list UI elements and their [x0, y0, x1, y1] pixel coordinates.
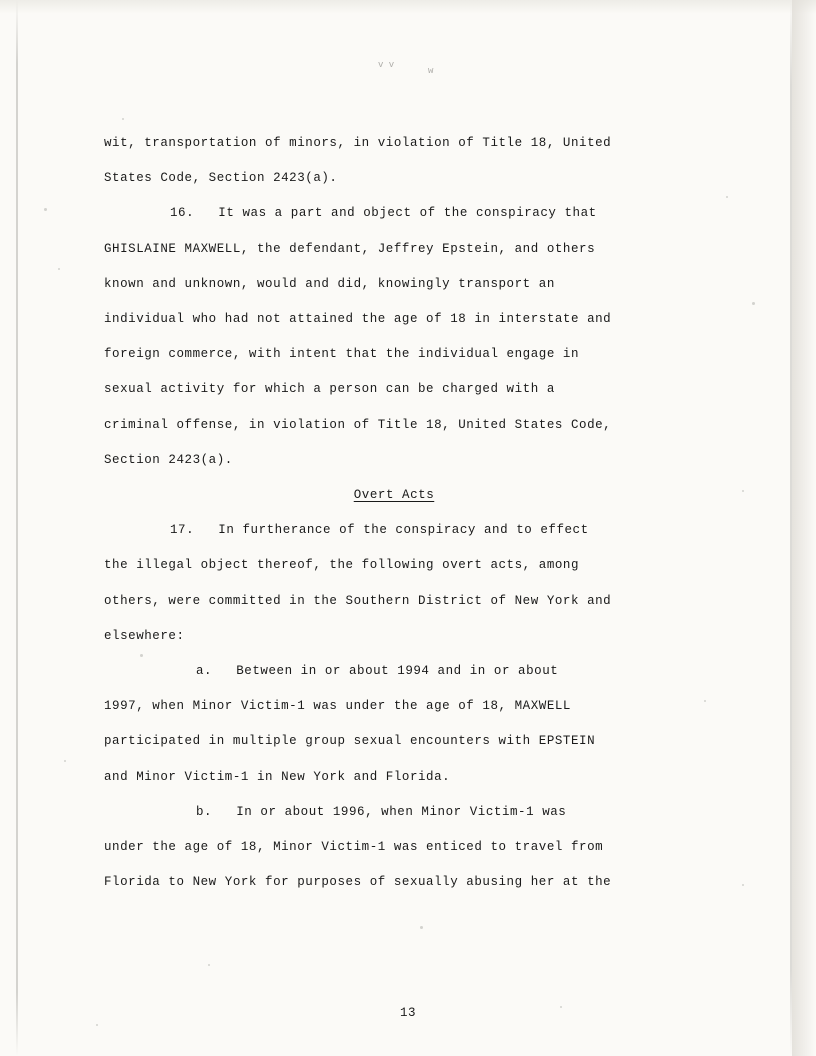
body-line: b. In or about 1996, when Minor Victim-1 was [196, 804, 567, 819]
scan-speckle [44, 208, 47, 211]
body-line: individual who had not attained the age of 18 in interstate and [104, 312, 612, 327]
body-line: 1997, when Minor Victim-1 was under the age of 18, MAXWELL [104, 699, 571, 714]
scan-shadow-top [0, 0, 816, 14]
body-line: under the age of 18, Minor Victim-1 was enticed to travel from [104, 840, 604, 855]
document-body [104, 126, 684, 900]
body-line: and Minor Victim-1 in New York and Florida. [104, 769, 451, 784]
scan-speckle [752, 302, 755, 305]
scan-speckle [58, 268, 60, 270]
scan-speckle [420, 926, 423, 929]
body-line: sexual activity for which a person can be charged with a [104, 382, 555, 397]
body-line: Section 2423(a). [104, 452, 233, 467]
scan-speckle [742, 490, 744, 492]
body-line: 17. In furtherance of the conspiracy and to effect [170, 523, 589, 538]
body-line: GHISLAINE MAXWELL, the defendant, Jeffrey Epstein, and others [104, 241, 596, 256]
stray-scan-mark: w [428, 66, 434, 76]
body-line: States Code, Section 2423(a). [104, 171, 338, 186]
body-line: others, were committed in the Southern District of New York and [104, 593, 612, 608]
scan-speckle [726, 196, 728, 198]
body-line: 16. It was a part and object of the conspiracy that [170, 206, 597, 221]
body-line: criminal offense, in violation of Title 18, United States Code, [104, 417, 612, 432]
scan-speckle [208, 964, 210, 966]
section-heading-text: Overt Acts [353, 488, 435, 503]
body-line: the illegal object thereof, the following overt acts, among [104, 558, 580, 573]
body-line: known and unknown, would and did, knowingly transport an [104, 276, 555, 291]
body-line: participated in multiple group sexual encounters with EPSTEIN [104, 734, 596, 749]
body-line: foreign commerce, with intent that the individual engage in [104, 347, 580, 362]
scan-speckle [96, 1024, 98, 1026]
scan-speckle [742, 884, 744, 886]
stray-scan-mark: v v [378, 60, 395, 70]
section-heading [104, 478, 684, 513]
page-number: 13 [399, 1006, 416, 1020]
scan-shadow-right [792, 0, 816, 1056]
scan-speckle [704, 700, 706, 702]
body-line: wit, transportation of minors, in violation of Title 18, United [104, 136, 612, 150]
scan-edge-left [16, 0, 18, 1056]
body-line: Florida to New York for purposes of sexually abusing her at the [104, 875, 612, 890]
body-line: a. Between in or about 1994 and in or about [196, 664, 559, 679]
scan-speckle [122, 118, 124, 120]
scan-speckle [64, 760, 66, 762]
body-line: elsewhere: [104, 628, 185, 643]
